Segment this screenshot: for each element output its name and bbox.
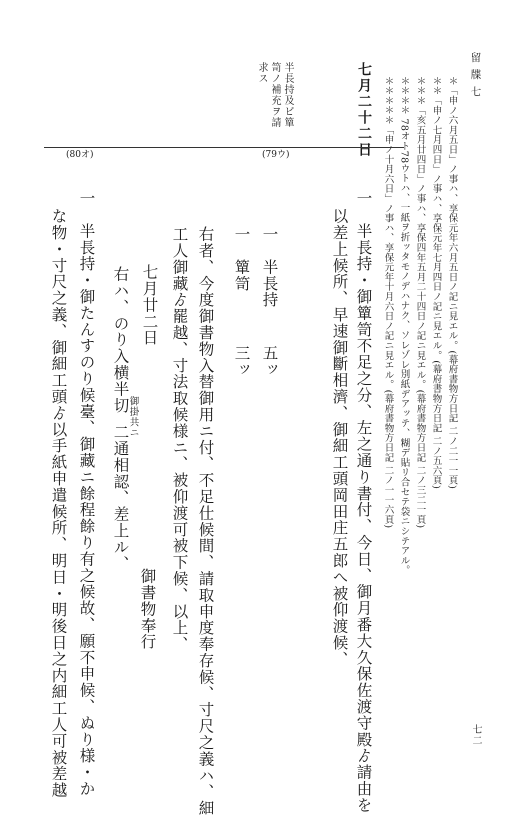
date-line: 七月廿二日 [140,264,159,346]
footnote-2: ＊＊「申ノ七月四日」ノ事ハ、享保元年七月四日ノ記ニ見エル。(幕府書物方日記 二ノ五六頁) [430,76,442,490]
item-1-label: 一 半長持 [260,226,279,308]
footnote-1: ＊「申ノ六月五日」ノ事ハ、享保元年六月五日ノ記ニ見エル。(幕府書物方日記 二ノ二一一頁) [446,76,458,490]
body-line-10: な物・寸尺之義、御細工頭ゟ以手紙申遣候所、明日・明後日之内細工人可被差越 [49,208,68,799]
footnote-4: ＊＊＊＊ 78オト78ウトハ、一紙ヲ折ッタモノデハナク、ソレゾレ別紙デアッテ、糊デ貼リ合セテ袋ニシテアル。 [398,76,410,576]
headnote-line-1: 半長持及ビ簞 [282,62,293,128]
footnote-5: ＊＊＊＊＊「申ノ十月六日」ノ事ハ、享保元年十月六日ノ記ニ見エル。(幕府書物方日記 二ノ一一六頁) [382,76,394,529]
folio-79u: (79ウ) [262,150,290,160]
item-1-count: 五ッ [260,345,279,378]
item-2-label: 一 簞笥 [232,226,251,292]
body-line-5: 右者、今度御書物入替御用ニ付、不足仕候間、請取申度奉存候、寸尺之義ハ、細 [196,226,215,816]
body-line-1: 一 半長持・御簞笥不足之分、左之通り書付、今日、御月番大久保佐渡守殿ゟ請由を [354,190,373,814]
headnote-line-2: 笥ノ補充ヲ請 [269,62,280,128]
body-line-8a: 右ハ、のり入横半切 [111,266,130,414]
body-line-6: 工人御藏ゟ罷越、寸法取候様ニ、被仰渡可被下候、以上、 [170,226,189,653]
body-line-2: 以差上候所、早速御斷相濟、御細工頭岡田庄五郎へ被仰渡候、 [330,208,349,668]
headnote-line-3: 求ス [256,62,267,84]
body-line-8b: 二通相認、差上ル、 [111,424,130,572]
entry-date: 七月二十二日 [356,62,372,158]
folio-80o: (80オ) [66,150,94,160]
divider-rule [44,147,404,148]
footnote-3: ＊＊＊「亥五月廿四日」ノ事ハ、享保四年五月二十四日ノ記ニ見エル。(幕府書物方日記 二ノ三二一頁) [414,76,426,529]
item-2-count: 三ッ [232,345,251,378]
signature: 御書物奉行 [138,568,157,650]
ruby-note: 御掛共ニ [127,396,139,438]
running-title: 留 牒 七 [469,52,482,98]
page-number: 七二 [470,724,481,746]
body-line-9: 一 半長持・御たんすのり候臺、御藏ニ餘程餘り有之候故、願不申候、ぬり様・か [77,190,96,797]
